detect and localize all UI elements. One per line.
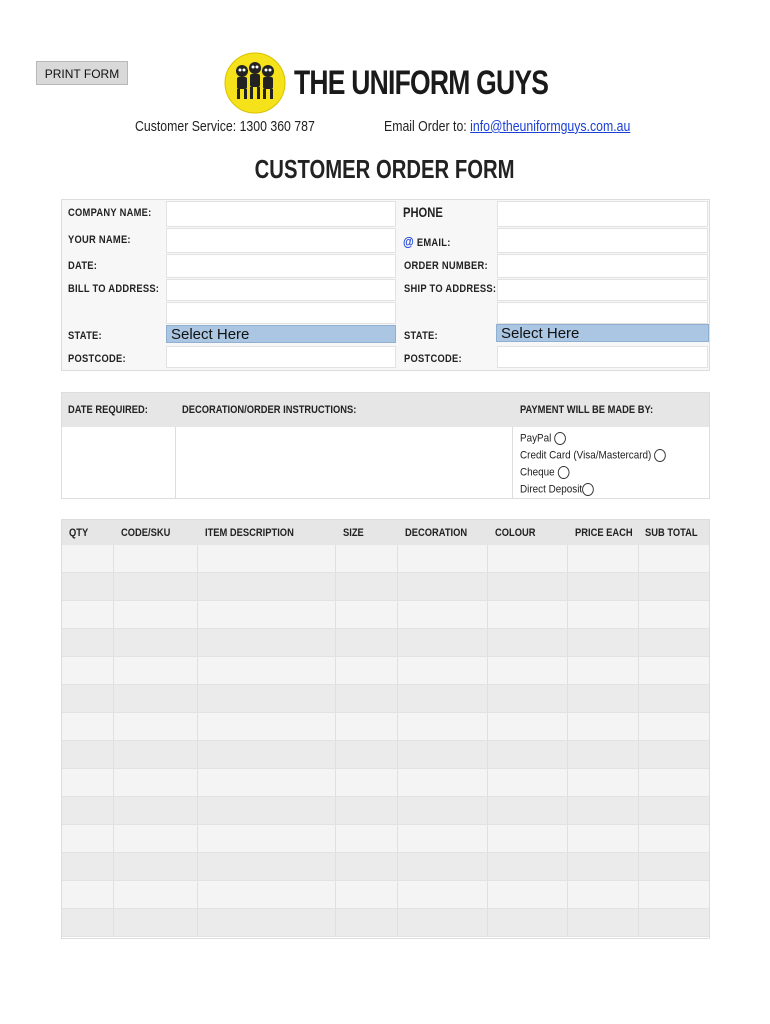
col-header-subtotal: SUB TOTAL <box>645 527 698 539</box>
cell-code[interactable] <box>114 601 198 628</box>
cell-decoration[interactable] <box>398 881 488 908</box>
cell-subtotal[interactable] <box>639 545 709 572</box>
table-row <box>62 741 709 769</box>
cell-qty[interactable] <box>62 909 114 936</box>
cell-subtotal[interactable] <box>639 657 709 684</box>
cell-subtotal[interactable] <box>639 601 709 628</box>
col-header-colour: COLOUR <box>495 527 536 539</box>
order-items-table <box>61 519 710 939</box>
payment-option-paypal: PayPal <box>520 432 566 445</box>
date-label: DATE: <box>68 260 98 272</box>
cell-size[interactable] <box>336 685 398 712</box>
cell-code[interactable] <box>114 657 198 684</box>
col-header-description: ITEM DESCRIPTION <box>205 527 294 539</box>
email-field[interactable] <box>497 228 708 253</box>
table-row <box>62 797 709 825</box>
table-row <box>62 881 709 909</box>
company-name-label: COMPANY NAME: <box>68 207 152 219</box>
cell-description[interactable] <box>198 769 336 796</box>
form-title: CUSTOMER ORDER FORM <box>255 154 515 184</box>
state-label-left: STATE: <box>68 330 102 342</box>
at-icon: @ <box>403 234 415 249</box>
cell-colour[interactable] <box>488 881 568 908</box>
cell-qty[interactable] <box>62 853 114 880</box>
bill-to-address-field-2[interactable] <box>166 302 396 324</box>
ship-to-address-field-1[interactable] <box>497 279 708 301</box>
cell-subtotal[interactable] <box>639 685 709 712</box>
cell-decoration[interactable] <box>398 797 488 824</box>
cell-qty[interactable] <box>62 629 114 656</box>
cell-price[interactable] <box>568 797 639 824</box>
cell-description[interactable] <box>198 545 336 572</box>
order-number-label: ORDER NUMBER: <box>404 260 488 272</box>
cell-size[interactable] <box>336 909 398 936</box>
cell-colour[interactable] <box>488 657 568 684</box>
cell-size[interactable] <box>336 629 398 656</box>
postcode-label-right: POSTCODE: <box>404 353 462 365</box>
cell-description[interactable] <box>198 713 336 740</box>
cell-price[interactable] <box>568 741 639 768</box>
cell-subtotal[interactable] <box>639 853 709 880</box>
cheque-radio[interactable] <box>557 466 569 479</box>
payment-option-direct-deposit: Direct Deposit <box>520 483 594 496</box>
cell-code[interactable] <box>114 797 198 824</box>
cell-price[interactable] <box>568 685 639 712</box>
cell-price[interactable] <box>568 881 639 908</box>
email-order <box>384 118 630 135</box>
cell-decoration[interactable] <box>398 545 488 572</box>
credit-card-radio[interactable] <box>654 449 666 462</box>
brand-name: THE UNIFORM GUYS <box>294 64 549 102</box>
divider <box>512 427 513 498</box>
cell-colour[interactable] <box>488 741 568 768</box>
cell-price[interactable] <box>568 909 639 936</box>
cell-description[interactable] <box>198 601 336 628</box>
cell-code[interactable] <box>114 881 198 908</box>
cell-size[interactable] <box>336 545 398 572</box>
cell-qty[interactable] <box>62 881 114 908</box>
cell-decoration[interactable] <box>398 685 488 712</box>
ship-to-address-label: SHIP TO ADDRESS: <box>404 283 497 295</box>
table-row <box>62 573 709 601</box>
cell-description[interactable] <box>198 825 336 852</box>
cell-size[interactable] <box>336 825 398 852</box>
email-label: @ EMAIL: <box>403 234 451 249</box>
cell-code[interactable] <box>114 545 198 572</box>
table-row <box>62 825 709 853</box>
cell-price[interactable] <box>568 545 639 572</box>
date-required-label: DATE REQUIRED: <box>68 404 148 416</box>
bill-to-address-field-1[interactable] <box>166 279 396 301</box>
cell-price[interactable] <box>568 657 639 684</box>
cell-size[interactable] <box>336 657 398 684</box>
ship-to-address-field-2[interactable] <box>497 302 708 324</box>
paypal-radio[interactable] <box>554 432 566 445</box>
table-row <box>62 713 709 741</box>
cell-colour[interactable] <box>488 825 568 852</box>
cell-price[interactable] <box>568 825 639 852</box>
cell-price[interactable] <box>568 601 639 628</box>
table-row <box>62 545 709 573</box>
col-header-code: CODE/SKU <box>121 527 171 539</box>
cell-decoration[interactable] <box>398 769 488 796</box>
cell-subtotal[interactable] <box>639 909 709 936</box>
payment-option-cheque: Cheque <box>520 466 569 479</box>
cell-price[interactable] <box>568 713 639 740</box>
cell-qty[interactable] <box>62 545 114 572</box>
cell-size[interactable] <box>336 881 398 908</box>
cell-qty[interactable] <box>62 713 114 740</box>
cell-colour[interactable] <box>488 853 568 880</box>
cell-colour[interactable] <box>488 573 568 600</box>
cell-price[interactable] <box>568 629 639 656</box>
state-select-right[interactable]: Select Here <box>496 324 709 342</box>
cell-description[interactable] <box>198 685 336 712</box>
cell-code[interactable] <box>114 629 198 656</box>
state-label-right: STATE: <box>404 330 438 342</box>
cell-decoration[interactable] <box>398 713 488 740</box>
cell-code[interactable] <box>114 685 198 712</box>
table-row <box>62 601 709 629</box>
state-select-left[interactable]: Select Here <box>166 325 396 343</box>
cell-code[interactable] <box>114 741 198 768</box>
cell-decoration[interactable] <box>398 601 488 628</box>
cell-decoration[interactable] <box>398 741 488 768</box>
cell-colour[interactable] <box>488 545 568 572</box>
decoration-instructions-label: DECORATION/ORDER INSTRUCTIONS: <box>182 404 357 416</box>
cell-colour[interactable] <box>488 601 568 628</box>
table-row <box>62 629 709 657</box>
col-header-size: SIZE <box>343 527 364 539</box>
phone-field[interactable] <box>497 201 708 227</box>
cell-colour[interactable] <box>488 685 568 712</box>
payment-option-credit-card: Credit Card (Visa/Mastercard) <box>520 449 666 462</box>
cell-price[interactable] <box>568 769 639 796</box>
cell-description[interactable] <box>198 741 336 768</box>
cell-colour[interactable] <box>488 629 568 656</box>
cell-size[interactable] <box>336 797 398 824</box>
print-form-button[interactable]: PRINT FORM <box>36 61 128 85</box>
postcode-field-left[interactable] <box>166 346 396 368</box>
postcode-field-right[interactable] <box>497 346 708 368</box>
cell-decoration[interactable] <box>398 853 488 880</box>
cell-subtotal[interactable] <box>639 825 709 852</box>
cell-subtotal[interactable] <box>639 713 709 740</box>
postcode-label-left: POSTCODE: <box>68 353 126 365</box>
cell-decoration[interactable] <box>398 573 488 600</box>
email-order-link[interactable]: info@theuniformguys.com.au <box>470 118 631 135</box>
table-row <box>62 853 709 881</box>
cell-colour[interactable] <box>488 769 568 796</box>
cell-qty[interactable] <box>62 825 114 852</box>
cell-decoration[interactable] <box>398 629 488 656</box>
cell-decoration[interactable] <box>398 825 488 852</box>
cell-colour[interactable] <box>488 909 568 936</box>
cell-description[interactable] <box>198 573 336 600</box>
table-row <box>62 769 709 797</box>
cell-code[interactable] <box>114 909 198 936</box>
cell-size[interactable] <box>336 713 398 740</box>
cell-description[interactable] <box>198 909 336 936</box>
cell-subtotal[interactable] <box>639 769 709 796</box>
customer-service-phone: Customer Service: 1300 360 787 <box>135 118 315 135</box>
date-field[interactable] <box>166 254 396 278</box>
cell-code[interactable] <box>114 713 198 740</box>
cell-colour[interactable] <box>488 713 568 740</box>
cell-size[interactable] <box>336 601 398 628</box>
cell-subtotal[interactable] <box>639 573 709 600</box>
cell-code[interactable] <box>114 853 198 880</box>
col-header-price: PRICE EACH <box>575 527 633 539</box>
cell-qty[interactable] <box>62 601 114 628</box>
cell-size[interactable] <box>336 573 398 600</box>
cell-subtotal[interactable] <box>639 629 709 656</box>
cell-qty[interactable] <box>62 657 114 684</box>
payment-method-label: PAYMENT WILL BE MADE BY: <box>520 404 654 416</box>
phone-label: PHONE <box>403 204 443 220</box>
decoration-instructions-field[interactable] <box>177 428 511 497</box>
cell-decoration[interactable] <box>398 909 488 936</box>
table-row <box>62 909 709 937</box>
cell-size[interactable] <box>336 769 398 796</box>
order-number-field[interactable] <box>497 254 708 278</box>
email-order-label: Email Order to: <box>384 118 467 135</box>
bill-to-address-label: BILL TO ADDRESS: <box>68 283 160 295</box>
table-row <box>62 685 709 713</box>
cell-size[interactable] <box>336 853 398 880</box>
cell-description[interactable] <box>198 881 336 908</box>
cell-qty[interactable] <box>62 573 114 600</box>
cell-price[interactable] <box>568 853 639 880</box>
cell-description[interactable] <box>198 657 336 684</box>
cell-qty[interactable] <box>62 741 114 768</box>
cell-code[interactable] <box>114 573 198 600</box>
direct-deposit-radio[interactable] <box>582 483 594 496</box>
cell-subtotal[interactable] <box>639 881 709 908</box>
col-header-decoration: DECORATION <box>405 527 468 539</box>
company-name-field[interactable] <box>166 201 396 227</box>
table-row <box>62 657 709 685</box>
your-name-field[interactable] <box>166 228 396 253</box>
cell-price[interactable] <box>568 573 639 600</box>
cell-colour[interactable] <box>488 797 568 824</box>
uniform-guys-logo <box>222 52 288 114</box>
cell-code[interactable] <box>114 769 198 796</box>
date-required-field[interactable] <box>63 428 174 497</box>
cell-description[interactable] <box>198 853 336 880</box>
col-header-qty: QTY <box>69 527 89 539</box>
cell-subtotal[interactable] <box>639 741 709 768</box>
cell-subtotal[interactable] <box>639 797 709 824</box>
cell-description[interactable] <box>198 629 336 656</box>
cell-size[interactable] <box>336 741 398 768</box>
cell-decoration[interactable] <box>398 657 488 684</box>
cell-qty[interactable] <box>62 797 114 824</box>
cell-qty[interactable] <box>62 769 114 796</box>
cell-description[interactable] <box>198 797 336 824</box>
cell-code[interactable] <box>114 825 198 852</box>
divider <box>175 427 176 498</box>
cell-qty[interactable] <box>62 685 114 712</box>
your-name-label: YOUR NAME: <box>68 234 131 246</box>
